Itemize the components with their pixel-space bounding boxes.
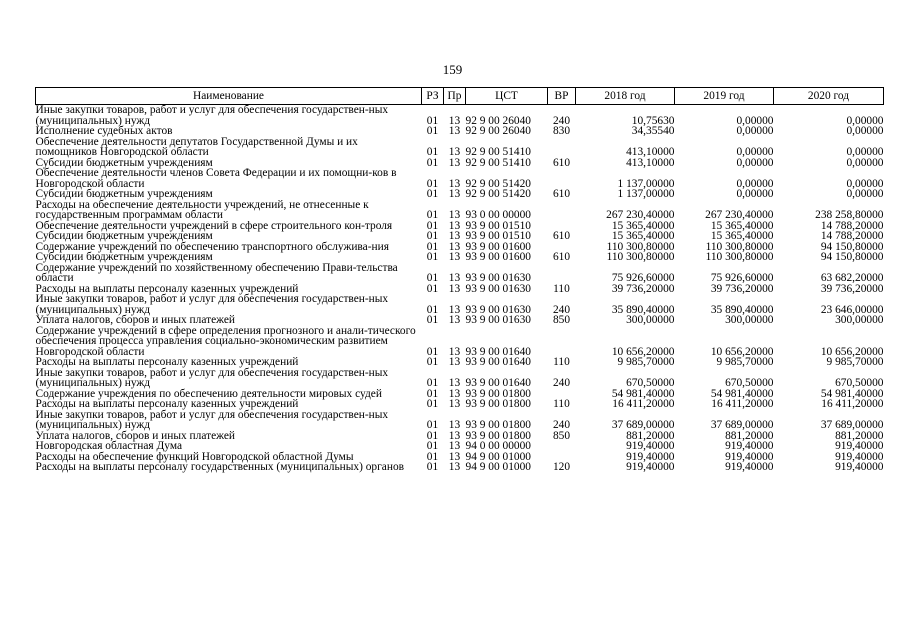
cell-2020: 94 150,80000 xyxy=(820,240,884,253)
cell-cst: 93 9 00 01630 xyxy=(465,314,531,326)
cell-name: Субсидии бюджетным учреждениям xyxy=(35,156,213,169)
cell-pr: 13 xyxy=(448,209,461,221)
cell-2020: 23 646,00000 xyxy=(820,303,884,316)
cell-pr: 13 xyxy=(448,356,461,368)
cell-cst: 93 9 00 01630 xyxy=(465,282,531,295)
cell-cst: 93 9 00 01630 xyxy=(465,272,531,284)
cell-cst: 94 9 00 01000 xyxy=(465,461,531,473)
cell-2019: 110 300,80000 xyxy=(705,240,774,253)
cell-cst: 93 9 00 01640 xyxy=(465,356,531,368)
cell-2019: 75 926,60000 xyxy=(710,272,774,284)
cell-2018: 267 230,40000 xyxy=(606,209,675,221)
cell-2018: 881,20000 xyxy=(626,429,675,442)
cell-2018: 15 365,40000 xyxy=(611,219,675,232)
cell-vr: 850 xyxy=(552,314,571,326)
table-row xyxy=(36,441,884,452)
cell-2020: 919,40000 xyxy=(835,461,884,473)
table-header-row xyxy=(36,88,884,105)
cell-pr: 13 xyxy=(448,440,461,452)
budget-table xyxy=(35,87,884,473)
cell-2018: 919,40000 xyxy=(626,440,675,452)
table-row xyxy=(36,368,884,389)
page-number: 159 xyxy=(442,62,463,77)
cell-rz: 01 xyxy=(426,209,439,221)
cell-2019: 15 365,40000 xyxy=(710,219,774,232)
cell-rz: 01 xyxy=(426,282,439,295)
cell-2020: 39 736,20000 xyxy=(820,282,884,295)
cell-2018: 9 985,70000 xyxy=(617,356,675,368)
cell-pr: 13 xyxy=(448,429,461,442)
cell-rz: 01 xyxy=(426,377,439,389)
table-row xyxy=(36,410,884,431)
cell-2018: 670,50000 xyxy=(626,377,675,389)
cell-name: Содержание учреждения по обеспечению деятельности мировых судей xyxy=(35,387,382,400)
cell-2020: 0,00000 xyxy=(846,188,884,200)
cell-name: Содержание учреждений по хозяйственному обеспечению Прави-тельства области xyxy=(35,261,398,284)
cell-name: Расходы на выплаты персоналу государственных (муниципальных) органов xyxy=(35,461,405,473)
cell-pr: 13 xyxy=(448,272,461,284)
cell-cst: 92 9 00 51420 xyxy=(465,177,531,190)
cell-rz: 01 xyxy=(426,429,439,442)
cell-2020: 919,40000 xyxy=(835,440,884,452)
cell-name: Новгородская областная Дума xyxy=(35,440,183,452)
cell-2020: 10 656,20000 xyxy=(820,345,884,358)
cell-cst: 93 9 00 01800 xyxy=(465,398,531,410)
cell-rz: 01 xyxy=(426,146,439,158)
table-row xyxy=(36,357,884,368)
cell-rz: 01 xyxy=(426,387,439,400)
cell-cst: 93 9 00 01510 xyxy=(465,219,531,232)
table-row xyxy=(36,315,884,326)
table-row xyxy=(36,126,884,137)
cell-name: Обеспечение деятельности учреждений в сфере строительного кон-троля xyxy=(35,219,393,232)
cell-2018: 110 300,80000 xyxy=(606,240,675,253)
cell-2019: 9 985,70000 xyxy=(716,356,774,368)
cell-cst: 93 9 00 01630 xyxy=(465,303,531,316)
header-2018: 2018 год xyxy=(576,88,675,105)
cell-cst: 93 9 00 01640 xyxy=(465,345,531,358)
cell-name: Субсидии бюджетным учреждениям xyxy=(35,188,213,200)
cell-2018: 39 736,20000 xyxy=(611,282,675,295)
cell-name: Уплата налогов, сборов и иных платежей xyxy=(35,314,235,326)
cell-rz: 01 xyxy=(426,440,439,452)
cell-rz: 01 xyxy=(426,272,439,284)
cell-vr: 110 xyxy=(553,398,570,410)
cell-2018: 1 137,00000 xyxy=(617,188,675,200)
cell-cst: 93 9 00 01600 xyxy=(465,240,531,253)
cell-pr: 13 xyxy=(448,282,461,295)
cell-name: Уплата налогов, сборов и иных платежей xyxy=(35,429,235,442)
cell-2020: 670,50000 xyxy=(835,377,884,389)
cell-rz: 01 xyxy=(426,356,439,368)
cell-2020: 14 788,20000 xyxy=(820,219,884,232)
header-2019: 2019 год xyxy=(675,88,774,105)
cell-2020: 9 985,70000 xyxy=(826,356,884,368)
cell-2020: 37 689,00000 xyxy=(820,419,884,431)
cell-2018: 10 656,20000 xyxy=(611,345,675,358)
cell-vr: 610 xyxy=(552,188,571,200)
table-row xyxy=(36,462,884,473)
cell-2018: 919,40000 xyxy=(626,450,675,463)
cell-vr: 610 xyxy=(552,156,571,169)
cell-pr: 13 xyxy=(448,377,461,389)
cell-name: Расходы на обеспечение функций Новгородской областной Думы xyxy=(35,450,354,463)
cell-2018: 16 411,20000 xyxy=(612,398,675,410)
cell-cst: 93 9 00 01800 xyxy=(465,429,531,442)
cell-rz: 01 xyxy=(426,398,439,410)
cell-vr: 240 xyxy=(552,419,571,431)
cell-pr: 13 xyxy=(448,251,461,263)
cell-cst: 92 9 00 26040 xyxy=(465,114,531,127)
cell-rz: 01 xyxy=(426,188,439,200)
cell-vr xyxy=(548,441,576,452)
cell-name: Субсидии бюджетным учреждениям xyxy=(35,230,213,242)
cell-2019: 0,00000 xyxy=(736,146,774,158)
cell-2018: 75 926,60000 xyxy=(611,272,675,284)
table-row xyxy=(36,252,884,263)
cell-2018: 413,10000 xyxy=(626,156,675,169)
table-row xyxy=(36,231,884,242)
cell-vr xyxy=(548,326,576,358)
cell-cst: 93 9 00 01800 xyxy=(465,419,531,431)
cell-rz: 01 xyxy=(426,303,439,316)
cell-pr: 13 xyxy=(448,387,461,400)
cell-cst: 93 9 00 01510 xyxy=(465,230,531,242)
cell-2019: 39 736,20000 xyxy=(710,282,774,295)
cell-name: Субсидии бюджетным учреждениям xyxy=(35,251,213,263)
table-row xyxy=(36,294,884,315)
cell-pr: 13 xyxy=(448,450,461,463)
cell-vr: 830 xyxy=(552,125,571,137)
cell-vr: 240 xyxy=(552,114,571,127)
table-row xyxy=(36,105,884,127)
cell-rz: 01 xyxy=(426,251,439,263)
cell-cst: 92 9 00 51420 xyxy=(465,188,531,200)
cell-2019: 919,40000 xyxy=(725,461,774,473)
table-row xyxy=(36,326,884,358)
header-rz: РЗ xyxy=(422,88,444,105)
cell-cst: 94 0 00 00000 xyxy=(465,440,531,452)
cell-rz: 01 xyxy=(426,230,439,242)
cell-cst: 92 9 00 51410 xyxy=(465,156,531,169)
cell-pr: 13 xyxy=(448,114,461,127)
cell-2020: 0,00000 xyxy=(846,146,884,158)
cell-2020: 0,00000 xyxy=(846,177,884,190)
cell-2020: 54 981,40000 xyxy=(820,387,884,400)
cell-2018: 919,40000 xyxy=(626,461,675,473)
table-row xyxy=(36,137,884,158)
cell-2019: 670,50000 xyxy=(725,377,774,389)
cell-name: Расходы на обеспечение деятельности учреждений, не отнесенные к государственным программам области xyxy=(35,198,369,221)
cell-2020: 16 411,20000 xyxy=(821,398,884,410)
cell-2019: 54 981,40000 xyxy=(710,387,774,400)
cell-2019: 267 230,40000 xyxy=(705,209,774,221)
cell-pr: 13 xyxy=(448,156,461,169)
table-row xyxy=(36,200,884,221)
cell-2018: 10,75630 xyxy=(631,114,675,127)
cell-rz: 01 xyxy=(426,240,439,253)
cell-rz: 01 xyxy=(426,219,439,232)
cell-2019: 300,00000 xyxy=(725,314,774,326)
cell-cst: 92 9 00 51410 xyxy=(465,146,531,158)
cell-rz: 01 xyxy=(426,345,439,358)
header-name: Наименование xyxy=(36,88,422,105)
cell-2018: 1 137,00000 xyxy=(617,177,675,190)
cell-rz: 01 xyxy=(426,450,439,463)
cell-name: Содержание учреждений по обеспечению транспортного обслужива-ния xyxy=(35,240,389,253)
cell-2020: 0,00000 xyxy=(846,125,884,137)
cell-rz: 01 xyxy=(426,125,439,137)
cell-name: Содержание учреждений в сфере определения прогнозного и анали-тического обеспечения процесса управления социально-экономическим развитием Новгородской области xyxy=(35,324,416,358)
header-vr: ВР xyxy=(548,88,576,105)
cell-2018: 15 365,40000 xyxy=(611,230,675,242)
cell-2020: 94 150,80000 xyxy=(820,251,884,263)
cell-name: Иные закупки товаров, работ и услуг для обеспечения государствен-ных (муниципальных) нужд xyxy=(35,104,389,127)
cell-pr: 13 xyxy=(448,219,461,232)
cell-vr xyxy=(548,263,576,284)
cell-2019: 0,00000 xyxy=(736,177,774,190)
cell-pr: 13 xyxy=(448,461,461,473)
cell-pr: 13 xyxy=(448,240,461,253)
cell-2019: 919,40000 xyxy=(725,450,774,463)
cell-pr: 13 xyxy=(448,345,461,358)
cell-name: Расходы на выплаты персоналу казенных учреждений xyxy=(35,398,299,410)
cell-2020: 881,20000 xyxy=(835,429,884,442)
cell-2020: 300,00000 xyxy=(835,314,884,326)
cell-2018: 37 689,00000 xyxy=(611,419,675,431)
cell-2019: 0,00000 xyxy=(736,156,774,169)
table-row xyxy=(36,263,884,284)
header-pr: Пр xyxy=(444,88,466,105)
cell-name: Исполнение судебных актов xyxy=(35,125,173,137)
cell-name: Иные закупки товаров, работ и услуг для обеспечения государствен-ных (муниципальных) нужд xyxy=(35,293,389,316)
cell-2019: 0,00000 xyxy=(736,114,774,127)
table-body xyxy=(36,105,884,473)
cell-vr: 240 xyxy=(552,303,571,316)
cell-2020: 919,40000 xyxy=(835,450,884,463)
cell-name: Иные закупки товаров, работ и услуг для обеспечения государствен-ных (муниципальных) нужд xyxy=(35,408,389,431)
table-row xyxy=(36,189,884,200)
cell-name: Обеспечение деятельности депутатов Государственной Думы и их помощников Новгородской области xyxy=(35,135,358,158)
cell-2020: 14 788,20000 xyxy=(820,230,884,242)
header-2020: 2020 год xyxy=(774,88,884,105)
cell-2019: 0,00000 xyxy=(736,125,774,137)
cell-vr: 850 xyxy=(552,429,571,442)
cell-rz: 01 xyxy=(426,419,439,431)
cell-vr: 120 xyxy=(552,461,571,473)
cell-2019: 881,20000 xyxy=(725,429,774,442)
cell-cst: 93 9 00 01800 xyxy=(465,387,531,400)
cell-pr: 13 xyxy=(448,419,461,431)
cell-cst: 94 9 00 01000 xyxy=(465,450,531,463)
cell-pr: 13 xyxy=(448,188,461,200)
cell-2018: 413,10000 xyxy=(626,146,675,158)
table-row xyxy=(36,168,884,189)
cell-rz: 01 xyxy=(426,177,439,190)
cell-pr: 13 xyxy=(448,303,461,316)
cell-rz: 01 xyxy=(426,114,439,127)
cell-2019: 110 300,80000 xyxy=(705,251,774,263)
cell-2018: 54 981,40000 xyxy=(611,387,675,400)
cell-vr: 610 xyxy=(552,230,571,242)
cell-pr: 13 xyxy=(448,230,461,242)
cell-2018: 34,35540 xyxy=(631,125,675,137)
cell-rz: 01 xyxy=(426,156,439,169)
cell-pr: 13 xyxy=(448,146,461,158)
cell-name: Расходы на выплаты персоналу казенных учреждений xyxy=(35,356,299,368)
cell-2019: 35 890,40000 xyxy=(710,303,774,316)
cell-cst: 93 9 00 01640 xyxy=(465,377,531,389)
cell-pr: 13 xyxy=(448,314,461,326)
cell-2019: 0,00000 xyxy=(736,188,774,200)
cell-2018: 300,00000 xyxy=(626,314,675,326)
cell-2020: 0,00000 xyxy=(846,114,884,127)
cell-pr: 13 xyxy=(448,177,461,190)
cell-pr: 13 xyxy=(448,125,461,137)
cell-2019: 15 365,40000 xyxy=(710,230,774,242)
cell-pr: 13 xyxy=(448,398,461,410)
cell-vr: 240 xyxy=(552,377,571,389)
cell-vr: 610 xyxy=(552,251,571,263)
table-row xyxy=(36,399,884,410)
cell-2018: 35 890,40000 xyxy=(611,303,675,316)
cell-2019: 10 656,20000 xyxy=(710,345,774,358)
header-cst: ЦСТ xyxy=(466,88,548,105)
cell-cst: 93 9 00 01600 xyxy=(465,251,531,263)
cell-2020: 238 258,80000 xyxy=(815,209,884,221)
cell-2019: 919,40000 xyxy=(725,440,774,452)
cell-2020: 0,00000 xyxy=(846,156,884,169)
cell-2019: 16 411,20000 xyxy=(711,398,774,410)
cell-vr xyxy=(548,137,576,158)
cell-name: Иные закупки товаров, работ и услуг для обеспечения государствен-ных (муниципальных) нужд xyxy=(35,366,389,389)
cell-2018: 110 300,80000 xyxy=(606,251,675,263)
cell-cst: 92 9 00 26040 xyxy=(465,125,531,137)
cell-name: Обеспечение деятельности членов Совета Федерации и их помощни-ков в Новгородской области xyxy=(35,167,397,190)
cell-vr xyxy=(548,200,576,221)
cell-vr xyxy=(548,168,576,189)
cell-2019: 37 689,00000 xyxy=(710,419,774,431)
cell-cst: 93 0 00 00000 xyxy=(465,209,531,221)
cell-2020: 63 682,20000 xyxy=(820,272,884,284)
cell-name: Расходы на выплаты персоналу казенных учреждений xyxy=(35,282,299,295)
cell-vr: 110 xyxy=(553,356,570,368)
cell-rz: 01 xyxy=(426,314,439,326)
cell-vr: 110 xyxy=(553,282,570,295)
cell-rz: 01 xyxy=(426,461,439,473)
